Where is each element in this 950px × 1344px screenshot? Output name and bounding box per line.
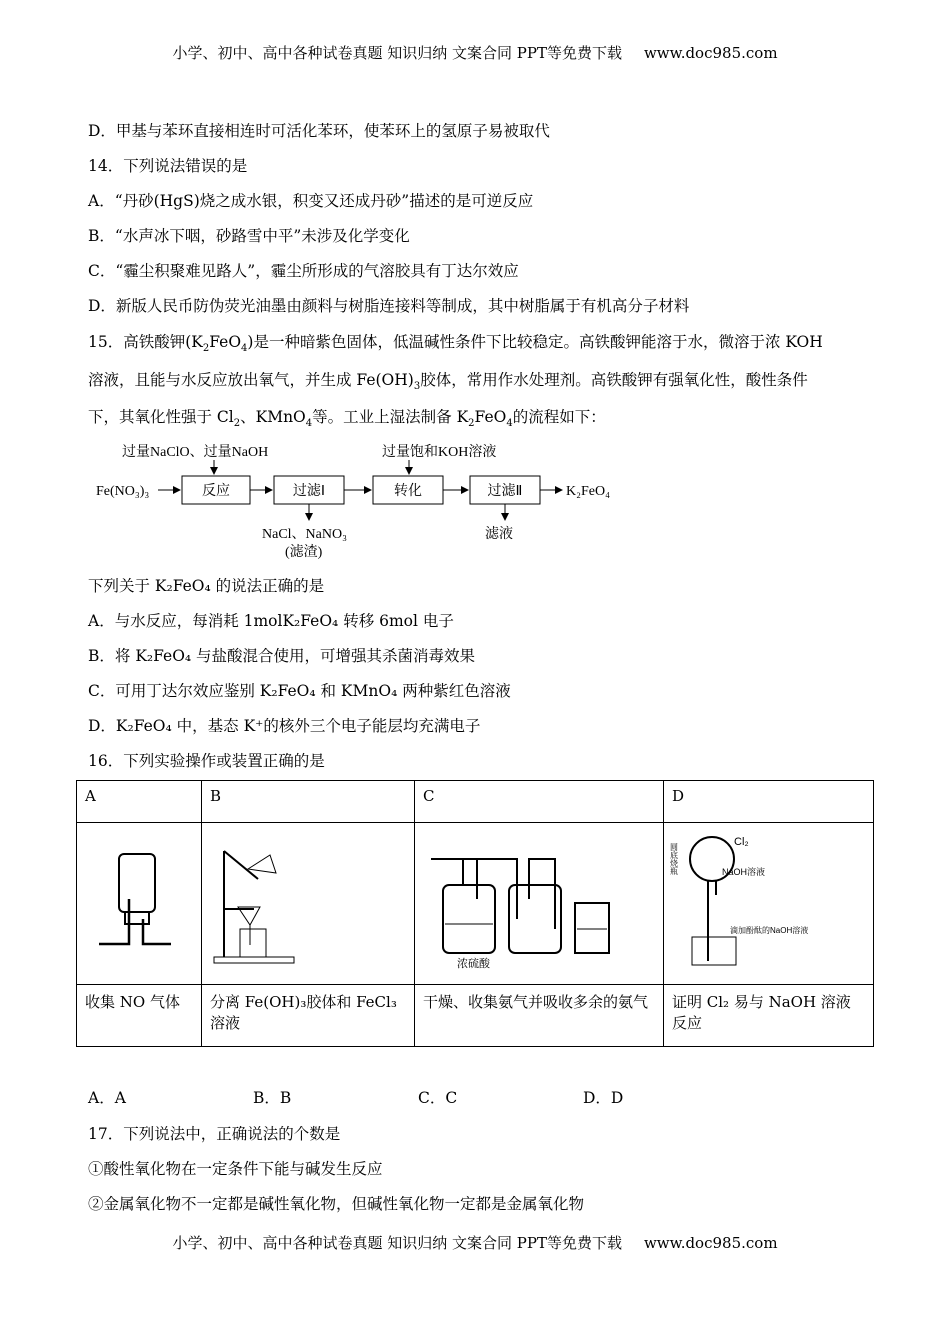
q15-option-a: A．与水反应，每消耗 1molK₂FeO₄ 转移 6mol 电子: [88, 612, 454, 630]
process-flow-diagram: [92, 440, 632, 565]
choice-b[interactable]: B．B: [253, 1089, 292, 1107]
label-flask: 圆底烧瓶: [669, 843, 679, 875]
q14-option-c: C．“霾尘积聚难见路人”，霾尘所形成的气溶胶具有丁达尔效应: [88, 262, 519, 280]
q14-option-d: D．新版人民币防伪荧光油墨由颜料与树脂连接料等制成，其中树脂属于有机高分子材料: [88, 297, 690, 315]
figure-d: [664, 823, 874, 985]
step-1: 反应: [202, 484, 230, 499]
reagent-2: 过量饱和KOH溶液: [382, 445, 497, 460]
page-footer: 小学、初中、高中各种试卷真题 知识归纳 文案合同 PPT等免费下载 www.doc985.com: [172, 1234, 778, 1252]
choice-c[interactable]: C．C: [418, 1089, 458, 1107]
q15-stem-line3: 下，其氧化性强于 $Cl_2$、KMnO$_4$等。工业上湿法制备 $K_2FeO_4$的流程如下：: [88, 408, 606, 430]
choice-a[interactable]: A．A: [88, 1089, 126, 1107]
label-conc-sulfuric-acid: 浓硫酸: [457, 958, 490, 970]
experiment-table: [76, 780, 874, 1047]
col-head-d: D: [664, 781, 874, 823]
caption-a: 收集 NO 气体: [77, 985, 202, 1047]
q15-question: 下列关于 K₂FeO₄ 的说法正确的是: [88, 577, 325, 595]
caption-c: 干燥、收集氨气并吸收多余的氨气: [415, 985, 664, 1047]
flow-product: K₂FeO₄: [566, 484, 610, 499]
q17-stem: 17．下列说法中，正确说法的个数是: [88, 1125, 341, 1143]
caption-d: 证明 Cl₂ 易与 NaOH 溶液反应: [664, 985, 874, 1047]
q14-option-a: A．“丹砂(HgS)烧之成水银，积变又还成丹砂”描述的是可逆反应: [88, 192, 534, 210]
reagent-1: 过量NaClO、过量NaOH: [122, 445, 269, 460]
waste-1: NaCl、NaNO₃: [262, 527, 347, 542]
q14-stem: 14．下列说法错误的是: [88, 157, 248, 175]
q17-item-1: ①酸性氧化物在一定条件下能与碱发生反应: [88, 1160, 383, 1178]
table-header-row: [77, 781, 874, 823]
fountain-figure: [669, 829, 862, 969]
waste-2: 滤液: [485, 527, 513, 542]
q16-stem: 16．下列实验操作或装置正确的是: [88, 752, 325, 770]
page-header: 小学、初中、高中各种试卷真题 知识归纳 文案合同 PPT等免费下载 www.doc985.com: [172, 44, 778, 62]
header-url[interactable]: www.doc985.com: [643, 44, 778, 62]
filtration-figure: [210, 829, 390, 969]
caption-b: 分离 Fe(OH)₃胶体和 FeCl₃溶液: [202, 985, 415, 1047]
gas-bottle-figure: [85, 829, 185, 969]
q14-option-b: B．“水声冰下咽，砂路雪中平”未涉及化学变化: [88, 227, 410, 245]
q17-item-2: ②金属氧化物不一定都是碱性氧化物，但碱性氧化物一定都是金属氧化物: [88, 1195, 585, 1213]
figure-c: [415, 823, 664, 985]
footer-url[interactable]: www.doc985.com: [643, 1234, 778, 1252]
q15-stem-line1: 15．高铁酸钾$(K_2FeO_4)$是一种暗紫色固体，低温碱性条件下比较稳定。高铁酸钾能溶于水，微溶于浓 KOH: [88, 333, 823, 355]
figure-b: [202, 823, 415, 985]
col-head-b: B: [202, 781, 415, 823]
waste-1-note: (滤渣): [285, 545, 323, 560]
col-head-c: C: [415, 781, 664, 823]
step-4: 过滤Ⅱ: [487, 484, 523, 499]
ammonia-drying-figure: [423, 829, 651, 969]
q15-option-d: D．K₂FeO₄ 中，基态 K⁺的核外三个电子能层均充满电子: [88, 717, 481, 735]
q15-stem-line2: 溶液，且能与水反应放出氧气，并生成 $Fe(OH)_3$胶体，常用作水处理剂。高铁酸钾有强氧化性，酸性条件: [88, 371, 808, 393]
flow-start: Fe(NO₃)₃: [96, 484, 150, 499]
label-beaker: 滴加酚酞的NaOH溶液: [730, 926, 809, 935]
table-figure-row: [77, 823, 874, 985]
label-cl2: Cl₂: [734, 836, 749, 848]
table-caption-row: [77, 985, 874, 1047]
choice-d[interactable]: D．D: [583, 1089, 624, 1107]
q13-option-d: D．甲基与苯环直接相连时可活化苯环，使苯环上的氢原子易被取代: [88, 122, 550, 140]
q15-option-c: C．可用丁达尔效应鉴别 K₂FeO₄ 和 KMnO₄ 两种紫红色溶液: [88, 682, 511, 700]
step-3: 转化: [394, 484, 422, 499]
q15-option-b: B．将 K₂FeO₄ 与盐酸混合使用，可增强其杀菌消毒效果: [88, 647, 476, 665]
col-head-a: A: [77, 781, 202, 823]
step-2: 过滤Ⅰ: [292, 484, 326, 499]
label-naoh: NaOH溶液: [722, 867, 766, 877]
figure-a: [77, 823, 202, 985]
